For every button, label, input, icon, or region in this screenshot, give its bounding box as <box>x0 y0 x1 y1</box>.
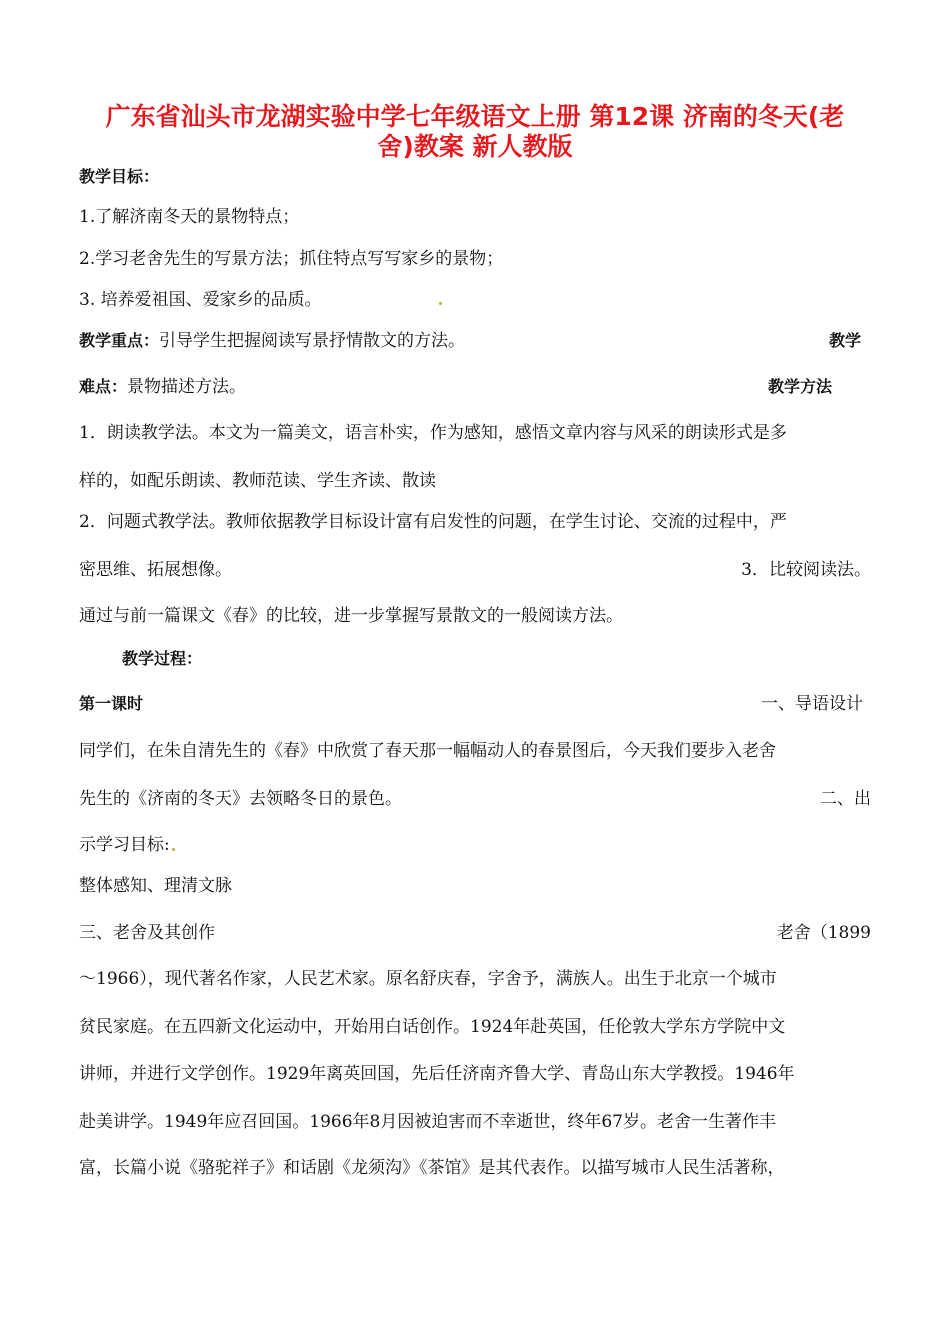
methods-heading: 教学方法 <box>767 377 832 396</box>
bio-line-1: ～1966），现代著名作家，人民艺术家。原名舒庆春，字舍予，满族人。出生于北京一个城市 <box>79 969 777 989</box>
difficulty-text: 景物描述方法。 <box>127 377 247 397</box>
method-1-line-1: 1．朗读教学法。本文为一篇美文，语言朴实，作为感知，感悟文章内容与风采的朗读形式是多 <box>79 423 787 443</box>
bio-line-2: 贫民家庭。在五四新文化运动中，开始用白话创作。1924年赴英国，任伦敦大学东方学院中文 <box>79 1017 786 1037</box>
lesson-row <box>79 693 871 715</box>
difficulty-label-part-a: 教学 <box>828 331 861 350</box>
key-points-text: 引导学生把握阅读写景抒情散文的方法。 <box>159 331 466 351</box>
intro-row <box>79 788 871 810</box>
step-1-label: 一、导语设计 <box>761 694 863 714</box>
document-title-line-2: 舍)教案 新人教版 <box>377 132 573 161</box>
difficulty-label-part-b: 难点： <box>79 377 128 396</box>
step-2-part-a: 二、出 <box>820 789 871 809</box>
method-1-line-2: 样的，如配乐朗读、教师范读、学生齐读、散读 <box>79 471 436 491</box>
method-3-title: 3．比较阅读法。 <box>741 560 871 580</box>
step-2-part-b: 示学习目标: <box>79 835 170 855</box>
objective-2: 2.学习老舍先生的写景方法；抓住特点写写家乡的景物； <box>79 249 504 269</box>
stray-mark <box>439 302 442 305</box>
method-2-line-2: 密思维、拓展想像。 <box>79 560 232 580</box>
key-points-row <box>79 330 871 352</box>
method-2-row <box>79 559 871 581</box>
step-3-label: 三、老舍及其创作 <box>79 923 215 943</box>
method-3-text: 通过与前一篇课文《春》的比较，进一步掌握写景散文的一般阅读方法。 <box>79 606 623 626</box>
intro-line-1: 同学们，在朱自清先生的《春》中欣赏了春天那一幅幅动人的春景图后，今天我们要步入老舍 <box>79 741 776 761</box>
difficulty-row <box>79 376 871 398</box>
bio-line-5: 富，长篇小说《骆驼祥子》和话剧《龙须沟》《茶馆》是其代表作。以描写城市人民生活著称， <box>79 1158 785 1178</box>
lesson-1-label: 第一课时 <box>79 694 144 713</box>
stray-mark-2 <box>172 848 175 851</box>
bio-line-3: 讲师，并进行文学创作。1929年离英回国，先后任济南齐鲁大学、青岛山东大学教授。1946年 <box>79 1064 795 1084</box>
step-3-row <box>79 922 871 944</box>
objectives-heading: 教学目标： <box>79 167 160 186</box>
process-heading: 教学过程： <box>122 649 203 668</box>
key-points-label: 教学重点： <box>79 331 160 350</box>
overall-perception: 整体感知、理清文脉 <box>79 876 232 896</box>
objective-1: 1.了解济南冬天的景物特点； <box>79 207 300 227</box>
document-title-line-1: 广东省汕头市龙湖实验中学七年级语文上册 第12课 济南的冬天(老 <box>105 102 845 131</box>
bio-line-4: 赴美讲学。1949年应召回国。1966年8月因被迫害而不幸逝世，终年67岁。老舍一生著作丰 <box>79 1112 776 1132</box>
bio-start: 老舍（1899 <box>776 923 871 943</box>
intro-line-2: 先生的《济南的冬天》去领略冬日的景色。 <box>79 789 402 809</box>
objective-3: 3. 培养爱祖国、爱家乡的品质。 <box>79 290 322 310</box>
method-2-line-1: 2．问题式教学法。教师依据教学目标设计富有启发性的问题，在学生讨论、交流的过程中，严 <box>79 512 787 532</box>
